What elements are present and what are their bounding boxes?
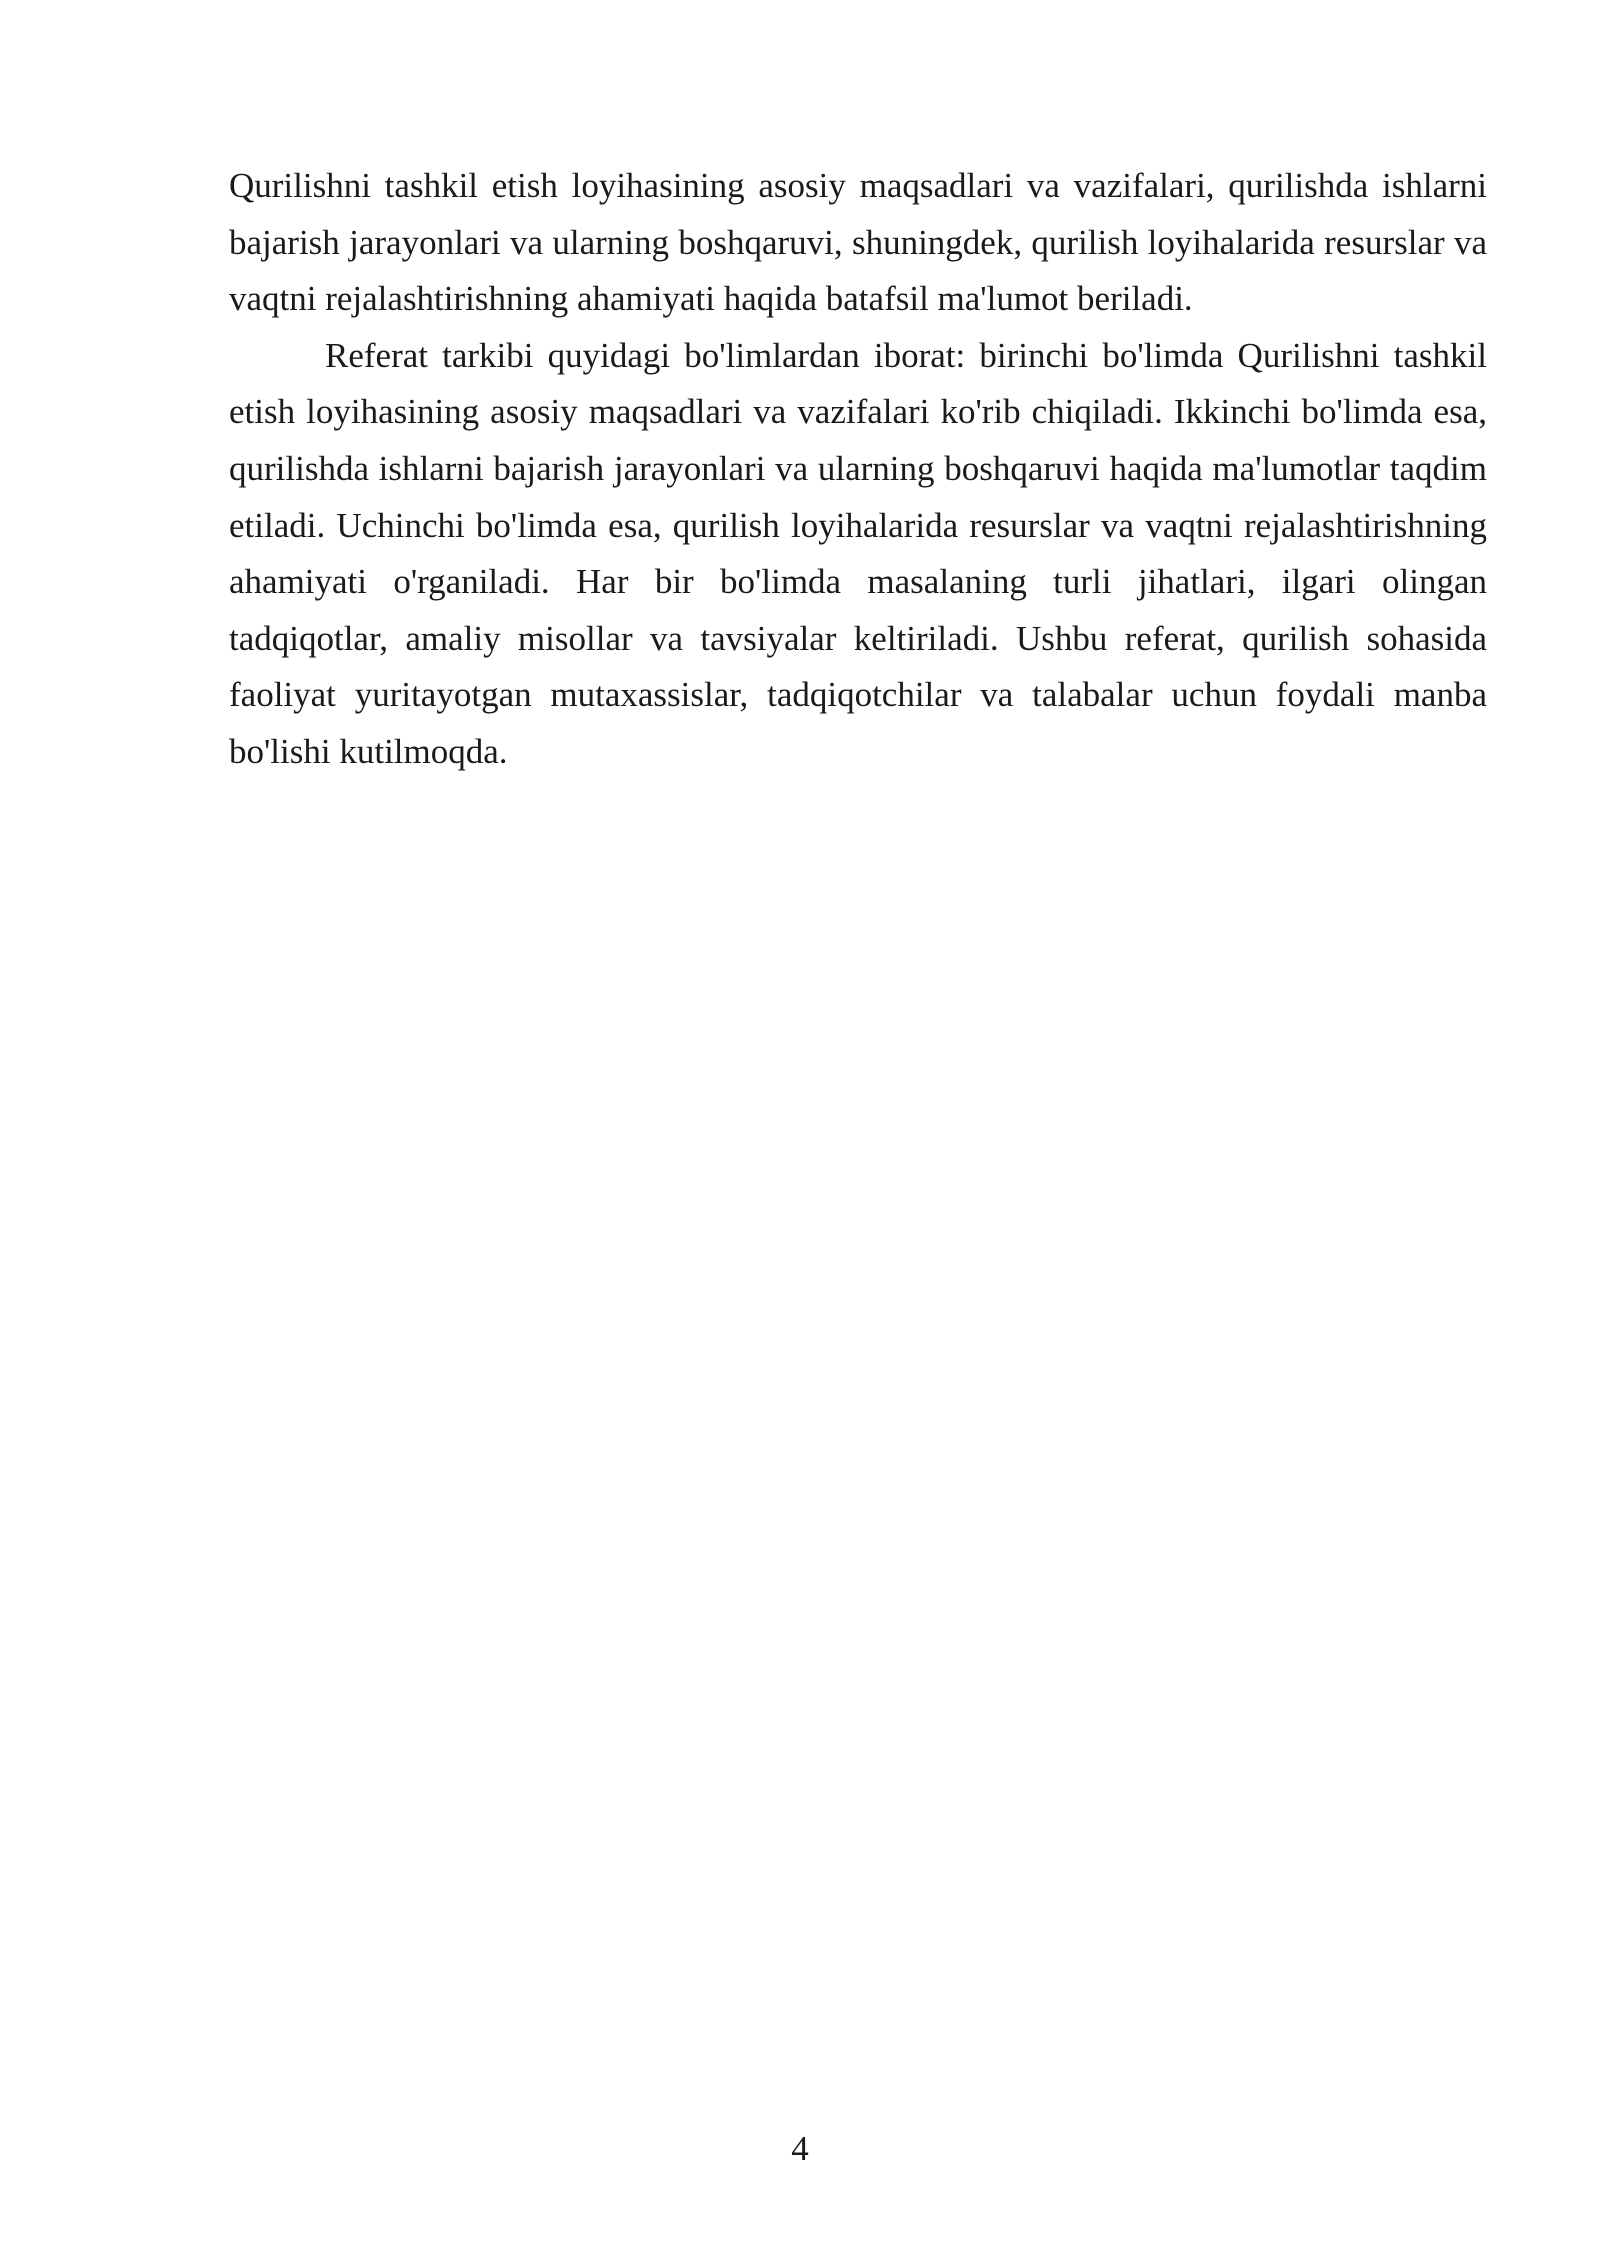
body-text: [229, 158, 1487, 781]
paragraph-intro: Qurilishni tashkil etish loyihasining asosiy maqsadlari va vazifalari, qurilishda ishlarni bajarish jarayonlari va ularning boshqaruvi, shuningdek, qurilish loyihalarida resurslar va vaqtni rejalashtirishning ahamiyati haqida batafsil ma'lumot beriladi.: [229, 166, 1487, 319]
paragraph-structure: Referat tarkibi quyidagi bo'limlardan iborat: birinchi bo'limda Qurilishni tashkil etish loyihasining asosiy maqsadlari va vazifalari ko'rib chiqiladi. Ikkinchi bo'limda esa, qurilishda ishlarni bajarish jarayonlari va ularning boshqaruvi haqida ma'lumotlar taqdim etiladi. Uchinchi bo'limda esa, qurilish loyihalarida resurslar va vaqtni rejalashtirishning ahamiyati o'rganiladi. Har bir bo'limda masalaning turli jihatlari, ilgari olingan tadqiqotlar, amaliy misollar va tavsiyalar keltiriladi. Ushbu referat, qurilish sohasida faoliyat yuritayotgan mutaxassislar, tadqiqotchilar va talabalar uchun foydali manba bo'lishi kutilmoqda.: [229, 335, 1487, 771]
page-number: 4: [791, 2129, 809, 2168]
